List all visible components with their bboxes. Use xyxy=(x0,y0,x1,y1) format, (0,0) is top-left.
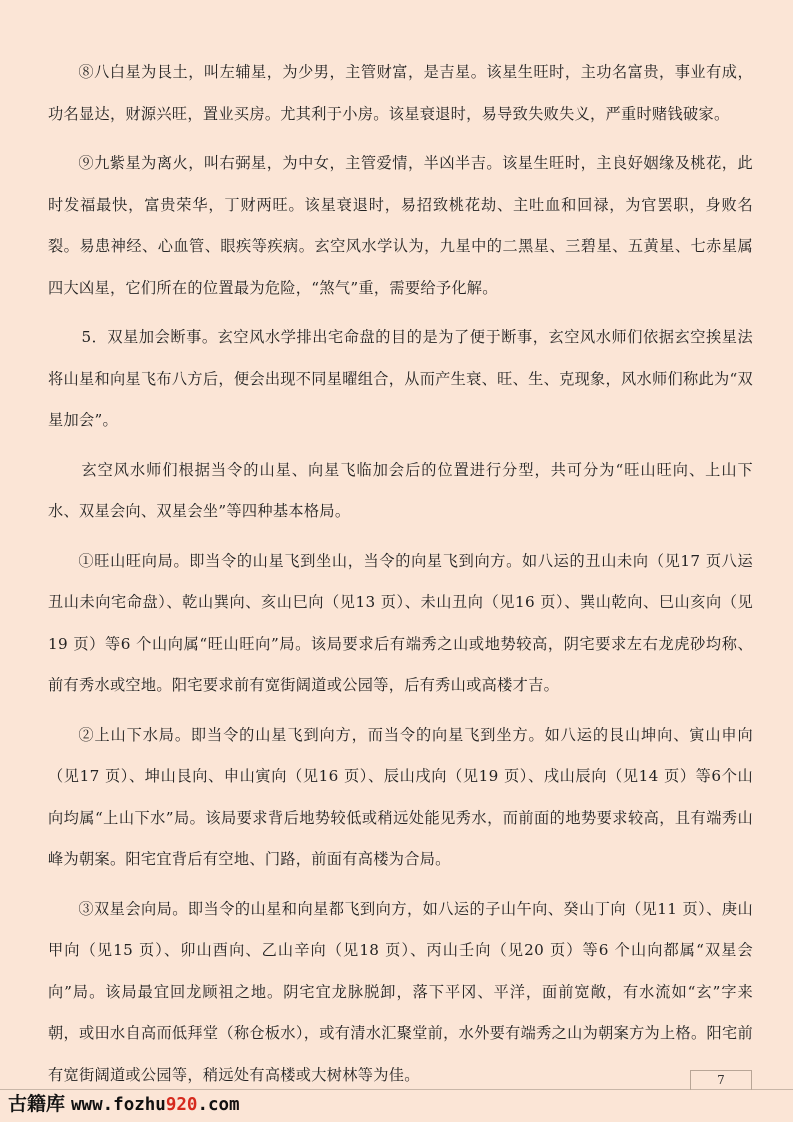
brand-url[interactable] xyxy=(71,1095,240,1115)
paragraph-double-star-meeting: 5．双星加会断事。玄空风水学排出宅命盘的目的是为了便于断事，玄空风水师们依据玄空挨星法将山星和向星飞布八方后，便会出现不同星曜组合，从而产生衰、旺、生、克现象，风水师们称此为“双星加会”。 xyxy=(48,328,754,429)
page-body xyxy=(48,52,753,1104)
url-number: 920 xyxy=(165,1095,198,1115)
paragraph-shang-shan-xia-shui: ②上山下水局。即当令的山星飞到向方，而当令的向星飞到坐方。如八运的艮山坤向、寅山申向（见17 页）、坤山艮向、申山寅向（见16 页）、辰山戌向（见19 页）、戌山辰向（见14 页）等6个山向均属“上山下水”局。该局要求背后地势较低或稍远处能见秀水，而前面的地势要求较高，且有端秀山峰为朝案。阳宅宜背后有空地、门路，前面有高楼为合局。 xyxy=(48,725,753,868)
paragraph-double-star-facing: ③双星会向局。即当令的山星和向星都飞到向方，如八运的子山午向、癸山丁向（见11 页）、庚山甲向（见15 页）、卯山酉向、乙山辛向（见18 页）、丙山壬向（见20 页）等6 个山向都属“双星会向”局。该局最宜回龙顾祖之地。阴宅宜龙脉脱卸，落下平冈、平洋，面前宽敞，有水流如“玄”字来朝，或田水自高而低拜堂（称仓板水），或有清水汇聚堂前，水外要有端秀之山为朝案方为上格。阳宅前有宽街阔道或公园等，稍远处有高楼或大树林等为佳。 xyxy=(48,899,753,1084)
brand-name: 古籍库 xyxy=(8,1093,66,1115)
footer-brand xyxy=(8,1090,240,1118)
paragraph-eight-white-star: ⑧八白星为艮土，叫左辅星，为少男，主管财富，是吉星。该星生旺时，主功名富贵，事业有成，功名显达，财源兴旺，置业买房。尤其利于小房。该星衰退时，易导致失败失义，严重时赌钱破家。 xyxy=(48,63,753,123)
paragraph-nine-purple-star: ⑨九紫星为离火，叫右弼星，为中女，主管爱情，半凶半吉。该星生旺时，主良好姻缘及桃花，此时发福最快，富贵荣华，丁财两旺。该星衰退时，易招致桃花劫、主吐血和回禄，为官罢职，身败名裂。易患神经、心血管、眼疾等疾病。玄空风水学认为，九星中的二黑星、三碧星、五黄星、七赤星属四大凶星，它们所在的位置最为危险，“煞气”重，需要给予化解。 xyxy=(48,154,753,297)
url-suffix: .com xyxy=(197,1095,240,1115)
paragraph-four-patterns: 玄空风水师们根据当令的山星、向星飞临加会后的位置进行分型，共可分为“旺山旺向、上山下水、双星会向、双星会坐”等四种基本格局。 xyxy=(48,460,753,520)
url-prefix: www.fozhu xyxy=(71,1095,166,1115)
paragraph-wang-shan-wang-xiang: ①旺山旺向局。即当令的山星飞到坐山，当令的向星飞到向方。如八运的丑山未向（见17 页八运丑山未向宅命盘）、乾山巽向、亥山巳向（见13 页）、未山丑向（见16 页）、巽山乾向、巳山亥向（见19 页）等6 个山向属“旺山旺向”局。该局要求后有端秀之山或地势较高，阴宅要求左右龙虎砂均称、前有秀水或空地。阳宅要求前有宽街阔道或公园等，后有秀山或高楼才吉。 xyxy=(48,551,753,694)
page-number: 7 xyxy=(690,1070,752,1090)
